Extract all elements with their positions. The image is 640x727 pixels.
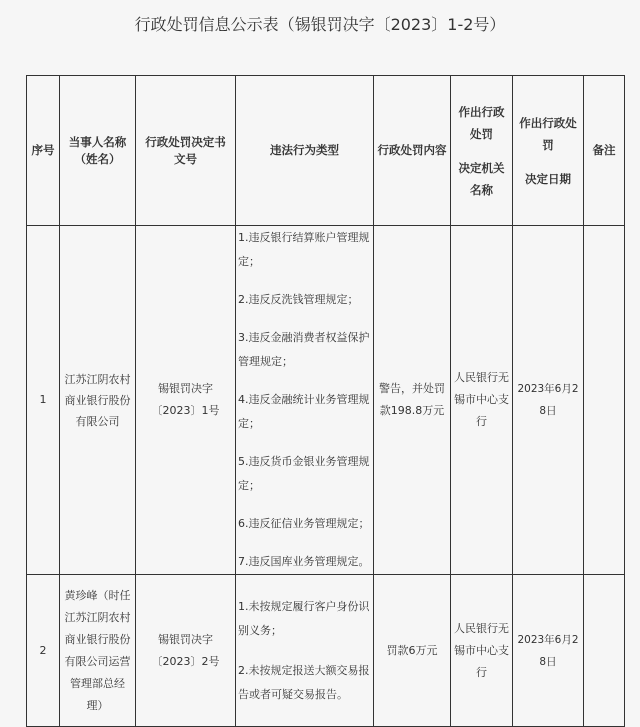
- cell-date: 2023年6月28日: [513, 575, 584, 727]
- header-row: [27, 76, 625, 226]
- table-row: [27, 575, 625, 727]
- violation-item: 5.违反货币金银业务管理规定；: [238, 455, 370, 492]
- cell-content: 警告，并处罚款198.8万元: [374, 226, 451, 575]
- penalty-table: [26, 75, 625, 727]
- table-row: [27, 226, 625, 575]
- cell-violations: [236, 226, 374, 575]
- violation-item: 2.未按规定报送大额交易报告或者可疑交易报告。: [238, 663, 370, 701]
- cell-doc-no: 锡银罚决字 〔2023〕1号: [136, 226, 236, 575]
- cell-violations: [236, 575, 374, 727]
- cell-authority: 人民银行无锡市中心支行: [451, 226, 513, 575]
- header-party: 当事人名称 （姓名）: [60, 76, 136, 226]
- header-seq: 序号: [27, 76, 60, 226]
- violation-item: 4.违反金融统计业务管理规定；: [238, 393, 370, 430]
- cell-date: 2023年6月28日: [513, 226, 584, 575]
- cell-remark: [584, 226, 625, 575]
- cell-seq: 2: [27, 575, 60, 727]
- cell-authority: 人民银行无锡市中心支行: [451, 575, 513, 727]
- cell-doc-no: 锡银罚决字 〔2023〕2号: [136, 575, 236, 727]
- violation-item: 7.违反国库业务管理规定。: [238, 555, 370, 568]
- violation-item: 1.违反银行结算账户管理规定；: [238, 231, 370, 268]
- cell-seq: 1: [27, 226, 60, 575]
- header-doc-no: 行政处罚决定书 文号: [136, 76, 236, 226]
- header-content: 行政处罚内容: [374, 76, 451, 226]
- header-date: 作出行政处 罚 决定日期: [513, 76, 584, 226]
- header-authority: 作出行政 处罚 决定机关 名称: [451, 76, 513, 226]
- header-remark: 备注: [584, 76, 625, 226]
- violation-item: 1.未按规定履行客户身份识别义务；: [238, 599, 370, 637]
- violation-item: 6.违反征信业务管理规定；: [238, 517, 370, 530]
- cell-remark: [584, 575, 625, 727]
- cell-party: 黄珍峰（时任江苏江阴农村商业银行股份有限公司运营管理部总经理）: [60, 575, 136, 727]
- header-violation: 违法行为类型: [236, 76, 374, 226]
- violation-item: 3.违反金融消费者权益保护管理规定；: [238, 331, 370, 368]
- violation-item: 2.违反反洗钱管理规定；: [238, 293, 359, 306]
- cell-party: 江苏江阴农村商业银行股份有限公司: [60, 226, 136, 575]
- cell-content: 罚款6万元: [374, 575, 451, 727]
- page-title: 行政处罚信息公示表（锡银罚决字〔2023〕1-2号）: [134, 15, 506, 34]
